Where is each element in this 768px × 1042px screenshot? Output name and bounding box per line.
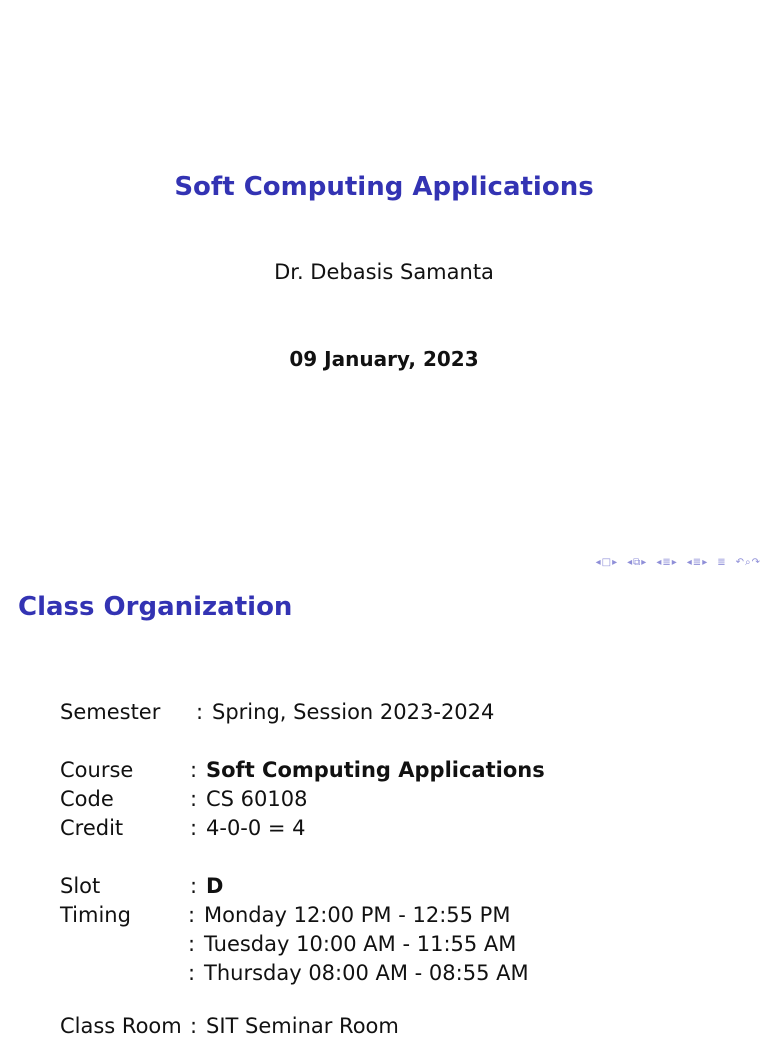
info-label: Code — [60, 787, 114, 811]
info-value: Monday 12:00 PM - 12:55 PM — [204, 903, 511, 927]
presentation-date: 09 January, 2023 — [289, 347, 479, 371]
info-value: SIT Seminar Room — [206, 1014, 399, 1038]
info-label: Semester — [60, 700, 161, 724]
back-icon[interactable]: ↶ — [735, 557, 744, 568]
info-value: Thursday 08:00 AM - 08:55 AM — [204, 961, 529, 985]
class-organization-slide — [0, 576, 768, 1038]
info-label: Credit — [60, 816, 124, 840]
beamer-navigation-bar — [596, 556, 760, 570]
forward-icon[interactable]: ↷ — [751, 557, 760, 568]
info-value: Soft Computing Applications — [206, 758, 545, 782]
info-value: Tuesday 10:00 AM - 11:55 AM — [204, 932, 517, 956]
presentation-title: Soft Computing Applications — [174, 172, 594, 202]
info-colon: : — [190, 874, 198, 898]
subsection-icon[interactable]: ⧉ — [633, 557, 641, 568]
info-colon: : — [188, 903, 196, 927]
nav-right-arrow-icon[interactable]: ▸ — [612, 557, 618, 568]
frame-icon[interactable]: □ — [601, 557, 612, 568]
nav-left-arrow-icon[interactable]: ◂ — [656, 557, 662, 568]
info-value: CS 60108 — [206, 787, 308, 811]
author-name: Dr. Debasis Samanta — [274, 260, 494, 284]
info-colon: : — [188, 961, 196, 985]
nav-left-arrow-icon[interactable]: ◂ — [627, 557, 633, 568]
toc-icon[interactable]: ≣ — [717, 557, 726, 568]
info-label: Class Room — [60, 1014, 182, 1038]
nav-right-arrow-icon[interactable]: ▸ — [702, 557, 708, 568]
info-value: D — [206, 874, 224, 898]
info-colon: : — [190, 758, 198, 782]
nav-left-arrow-icon[interactable]: ◂ — [595, 557, 601, 568]
section-icon[interactable]: ≣ — [662, 557, 671, 568]
nav-left-arrow-icon[interactable]: ◂ — [686, 557, 692, 568]
info-label: Slot — [60, 874, 101, 898]
info-colon: : — [190, 787, 198, 811]
info-colon: : — [190, 1014, 198, 1038]
info-colon: : — [190, 816, 198, 840]
search-icon[interactable]: ⌕ — [745, 557, 751, 568]
info-value: Spring, Session 2023-2024 — [212, 700, 495, 724]
nav-right-arrow-icon[interactable]: ▸ — [641, 557, 647, 568]
info-colon: : — [196, 700, 204, 724]
info-label: Course — [60, 758, 134, 782]
info-value: 4-0-0 = 4 — [206, 816, 306, 840]
info-label: Timing — [60, 903, 131, 927]
frame-title: Class Organization — [18, 592, 293, 622]
info-colon: : — [188, 932, 196, 956]
nav-right-arrow-icon[interactable]: ▸ — [671, 557, 677, 568]
section-icon[interactable]: ≣ — [692, 557, 702, 568]
